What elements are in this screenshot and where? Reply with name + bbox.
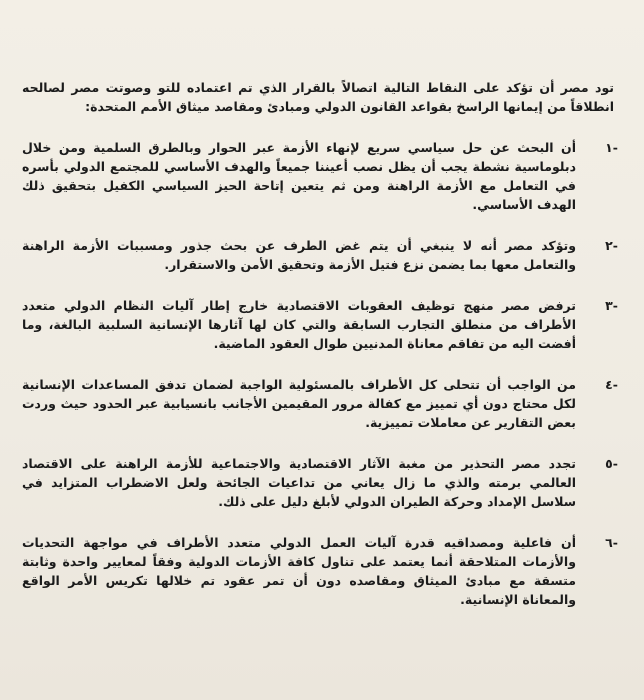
item-number: -٥ <box>605 456 618 471</box>
item-number: -١ <box>605 140 618 155</box>
item-text: أن فاعلية ومصداقيه قدرة آليات العمل الدولي متعدد الأطراف في مواجهة التحديات والأزمات المتلاحقة أنما يعتمد على تناول كافة الأزمات الدولية وفقاً لمعايير واحدة وثابتة متسقة مع مبادئ الميثاق ومقاصده دون أن تمر عقود تم خلالها تكريس الأمر الواقع والمعاناة الإنسانية. <box>22 535 576 607</box>
item-number: -٦ <box>605 535 618 550</box>
item-number: -٤ <box>605 377 618 392</box>
item-text: وتؤكد مصر أنه لا ينبغي أن يتم غض الطرف عن بحث جذور ومسببات الأزمة الراهنة والتعامل معها بما يضمن نزع فتيل الأزمة وتحقيق الأمن والاستقرار. <box>22 238 576 272</box>
intro-paragraph: تود مصر أن تؤكد على النقاط التالية اتصالاً بالقرار الذي تم اعتماده للتو وصوتت مصر لصالحه انطلاقاً من إيمانها الراسخ بقواعد القانون الدولي ومبادئ ومقاصد ميثاق الأمم المتحدة: <box>22 80 614 114</box>
list-item <box>22 138 622 214</box>
list-item <box>22 454 622 511</box>
item-number: -٣ <box>605 298 618 313</box>
list-item <box>22 236 622 274</box>
item-text: تجدد مصر التحذير من مغبة الآثار الاقتصادية والاجتماعية للأزمة الراهنة على الاقتصاد العالمي برمته والذي ما زال يعاني من تداعيات الجائحة ولعل الاضطراب المتزايد في سلاسل الإمداد وحركة الطيران الدولي لأبلغ دليل على ذلك. <box>22 456 576 509</box>
item-text: من الواجب أن تتحلى كل الأطراف بالمسئولية الواجبة لضمان تدفق المساعدات الإنسانية لكل محتاج دون أي تمييز مع كفالة مرور المقيمين الأجانب بانسيابية عبر الحدود حيث وردت بعض التقارير عن معاملات تمييزية. <box>22 377 576 430</box>
item-number: -٢ <box>605 238 618 253</box>
statement-body <box>22 78 622 631</box>
item-text: أن البحث عن حل سياسي سريع لإنهاء الأزمة عبر الحوار وبالطرق السلمية ومن خلال دبلوماسية نشطة يجب أن يظل نصب أعيننا جميعاً والهدف الأساسي للمجتمع الدولي بأسره في التعامل مع الأزمة الراهنة ومن ثم يتعين إتاحة الحيز السياسي الكفيل بتحقيق ذلك الهدف الأساسي. <box>22 140 576 212</box>
list-item <box>22 375 622 432</box>
list-item <box>22 296 622 353</box>
list-item <box>22 533 622 609</box>
item-text: ترفض مصر منهج توظيف العقوبات الاقتصادية خارج إطار آليات النظام الدولي متعدد الأطراف من منطلق التجارب السابقة والتي كان لها آثارها الإنسانية السلبية البالغة، وما أفضت اليه من تفاقم معاناة المدنيين طوال العقود الماضية. <box>22 298 576 351</box>
